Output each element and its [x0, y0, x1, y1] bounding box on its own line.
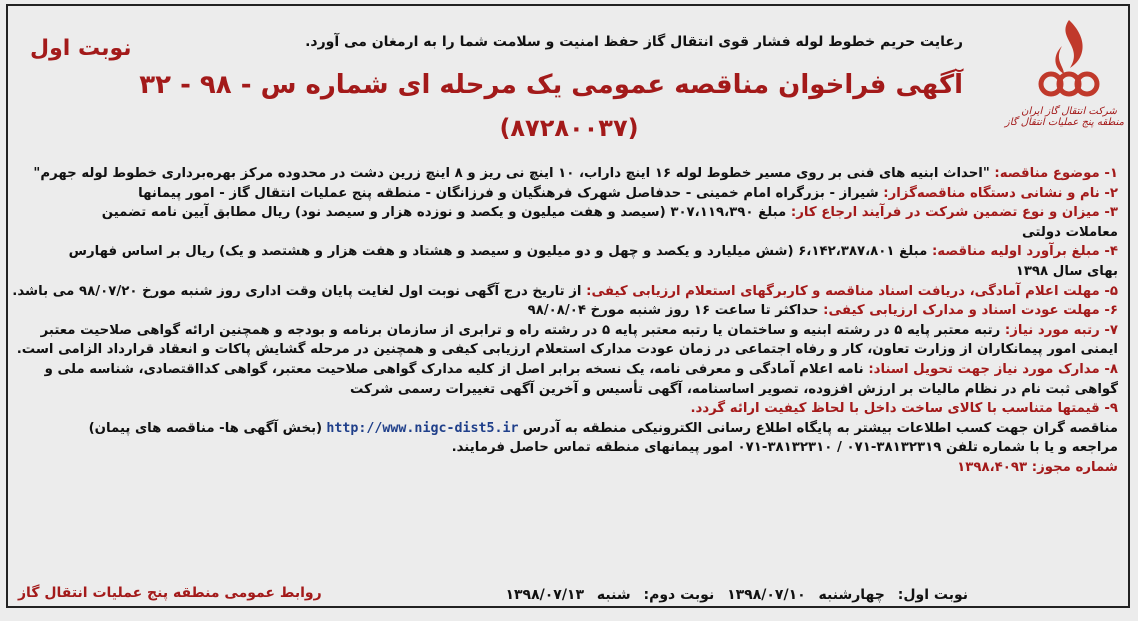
- item-line: [16, 340, 1118, 360]
- item-text: گواهی ثبت نام در نظام مالیات بر ارزش افزوده، تصویر اساسنامه، آگهی تأسیس و آخرین آگهی تغییرات رسمی شرکت: [350, 381, 1118, 397]
- website-link[interactable]: http://www.nigc-dist5.ir: [326, 420, 519, 436]
- item-line: [22, 164, 1118, 184]
- tender-title: آگهی فراخوان مناقصه عمومی یک مرحله ای شماره س - ۹۸ - ۳۲: [139, 70, 963, 100]
- item-label: ۴- مبلغ برآورد اولیه مناقصه:: [931, 244, 1118, 260]
- item-label: ۹- قیمتها متناسب با کالای ساخت داخل با لحاظ کیفیت ارائه گردد.: [690, 401, 1118, 417]
- public-relations: روابط عمومی منطقه پنج عملیات انتقال گاز: [18, 585, 322, 601]
- item-line: [12, 282, 1118, 302]
- item-text: مبلغ ۶،۱۴۲،۳۸۷،۸۰۱ (شش میلیارد و یکصد و چهل و دو میلیون و سیصد و هشتاد و هفت هزار و هشتصد و یک) ریال بر اساس فهارس: [68, 244, 932, 260]
- item-text: "احداث ابنیه های فنی بر روی مسیر خطوط لوله ۱۶ اینچ داراب، ۱۰ اینچ نی ریز و ۸ اینچ زرین دشت در محدوده مرکز بهره‌برداری خطوط لوله جهرم": [33, 166, 995, 181]
- item-text: از تاریخ درج آگهی نوبت اول لغایت پایان وقت اداری روز شنبه مورخ ۹۸/۰۷/۲۰ می باشد.: [12, 283, 587, 299]
- item-line: [22, 223, 1118, 243]
- item-text: حداکثر تا ساعت ۱۶ روز شنبه مورخ ۹۸/۰۸/۰۴: [527, 303, 824, 319]
- contact-line-1: [22, 419, 1118, 439]
- item-text: بهای سال ۱۳۹۸: [1015, 263, 1118, 279]
- item-label: ۵- مهلت اعلام آمادگی، دریافت اسناد مناقصه و کاربرگهای استعلام ارزیابی کیفی:: [586, 283, 1118, 299]
- round-label: نوبت اول: [30, 36, 132, 61]
- logo-caption-2: منطقه پنج عملیات انتقال گاز: [1004, 117, 1124, 128]
- round1-day: چهارشنبه: [818, 587, 885, 603]
- round2-label: نوبت دوم:: [643, 587, 715, 603]
- item-line: [22, 380, 1118, 400]
- item-line: [22, 399, 1118, 419]
- round2-date: ۱۳۹۸/۰۷/۱۳: [505, 587, 585, 603]
- contact-text-b: (بخش آگهی ها- مناقصه های پیمان): [88, 420, 323, 436]
- round1-date: ۱۳۹۸/۰۷/۱۰: [727, 587, 806, 603]
- item-line: [22, 321, 1118, 341]
- item-line: [22, 203, 1118, 223]
- safety-note: رعایت حریم خطوط لوله فشار قوی انتقال گاز حفظ امنیت و سلامت شما را به ارمغان می آورد.: [305, 34, 963, 50]
- item-label: ۸- مدارک مورد نیاز جهت تحویل اسناد:: [868, 361, 1118, 377]
- item-text: ایمنی امور پیمانکاران از وزارت تعاون، کار و رفاه اجتماعی در زمان عودت مدارک استعلام ارزیابی کیفی و همچنین در مرحله گشایش پاکات و انعقاد قرارداد الزامی است.: [16, 342, 1118, 358]
- logo-caption-1: شرکت انتقال گاز ایران: [1021, 106, 1117, 117]
- round1-label: نوبت اول:: [897, 587, 968, 603]
- item-label: ۷- رتبه مورد نیاز:: [1004, 322, 1118, 338]
- item-label: ۱- موضوع مناقصه:: [994, 166, 1118, 181]
- permit-number: شماره مجوز: ۱۳۹۸،۴۰۹۳: [957, 459, 1118, 475]
- publication-dates: [497, 587, 968, 603]
- tender-body: [12, 164, 1118, 478]
- item-text: معاملات دولتی: [1021, 224, 1118, 240]
- tender-number: (۸۷۲۸۰۰۳۷): [499, 114, 639, 142]
- item-text: مبلغ ۳۰۷،۱۱۹،۳۹۰ (سیصد و هفت میلیون و یکصد و نوزده هزار و سیصد نود) ریال مطابق آیین نامه تضمین: [101, 205, 791, 221]
- item-text: شیراز - بزرگراه امام خمینی - حدفاصل شهرک فرهنگیان و فرزانگان - منطقه پنج عملیات انتقال گاز - امور پیمانها: [138, 185, 884, 201]
- item-line: [22, 242, 1118, 262]
- contact-line-2: مراجعه و یا با شماره تلفن ۳۸۱۳۲۳۱۹-۰۷۱ / ۳۸۱۳۲۳۱۰-۰۷۱ امور پیمانهای منطقه تماس حاصل فرمایند.: [451, 440, 1118, 456]
- item-line: [22, 360, 1118, 380]
- item-line: [22, 301, 1118, 321]
- item-text: نامه اعلام آمادگی و معرفی نامه، یک نسخه برابر اصل از کلیه مدارک گواهی صلاحیت معتبر، گواهی کدااقتصادی، شناسه ملی و: [44, 361, 869, 377]
- item-text: رتبه معتبر پایه ۵ در رشته ابنیه و ساختمان یا رتبه معتبر پایه ۵ در رشته راه و ترابری از سازمان برنامه و بودجه و همچنین ارائه گواهی صلاحیت معتبر: [40, 322, 1005, 338]
- flame-icon: [1034, 16, 1104, 106]
- round2-day: شنبه: [596, 587, 631, 603]
- item-label: ۳- میزان و نوع تضمین شرکت در فرآیند ارجاع کار:: [790, 205, 1118, 221]
- item-label: ۶- مهلت عودت اسناد و مدارک ارزیابی کیفی:: [823, 303, 1118, 319]
- contact-text-a: مناقصه گران جهت کسب اطلاعات بیشتر به پایگاه اطلاع رسانی الکترونیکی منطقه به آدرس: [522, 420, 1118, 436]
- item-line: [22, 262, 1118, 282]
- item-label: ۲- نام و نشانی دستگاه مناقصه‌گزار:: [883, 185, 1118, 201]
- item-line: [22, 184, 1118, 204]
